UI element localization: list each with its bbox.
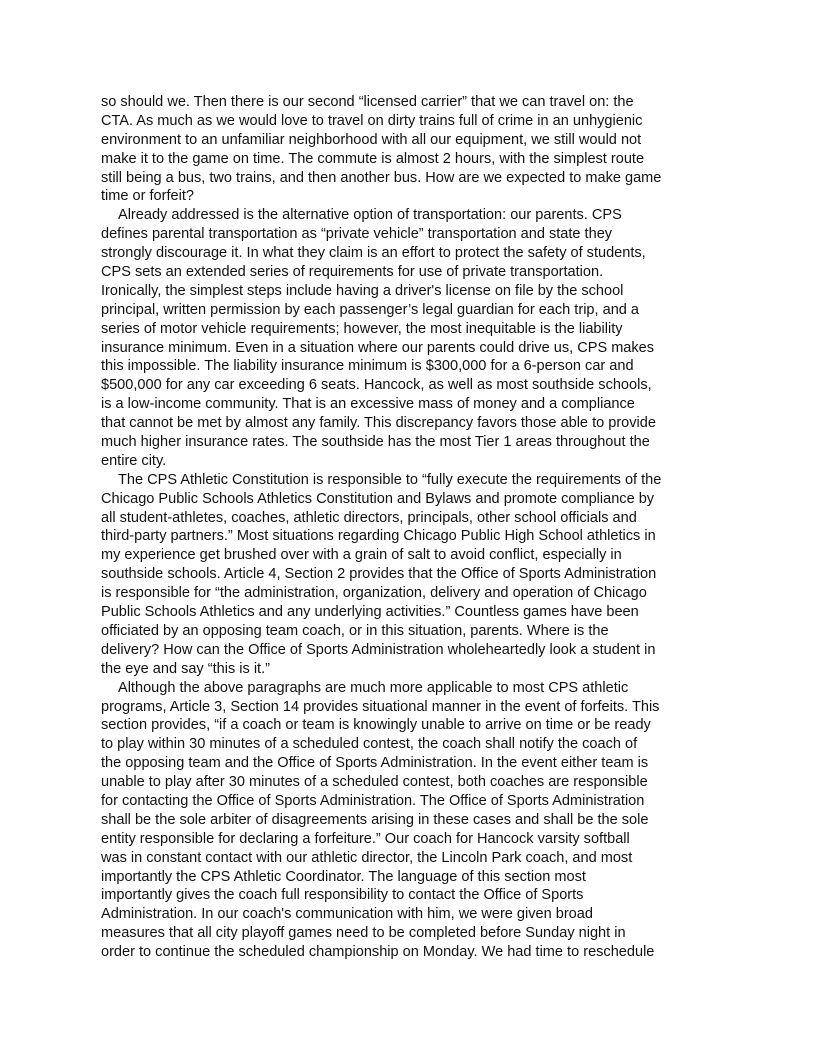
text-line: delivery? How can the Office of Sports Administration wholeheartedly look a student in [101,641,656,658]
text-line: officiated by an opposing team coach, or in this situation, parents. Where is the [101,622,609,639]
text-line: to play within 30 minutes of a scheduled contest, the coach shall notify the coach of [101,736,638,753]
text-line: time or forfeit? [101,188,194,205]
text-line: Already addressed is the alternative option of transportation: our parents. CPS [118,207,622,224]
text-line: unable to play after 30 minutes of a scheduled contest, both coaches are responsible [101,774,648,791]
paragraph [101,471,729,679]
text-line: section provides, “if a coach or team is knowingly unable to arrive on time or be ready [101,717,651,734]
text-line: all student-athletes, coaches, athletic directors, principals, other school officials and [101,509,637,526]
text-line: shall be the sole arbiter of disagreements arising in these cases and shall be the sole [101,811,649,828]
text-line: CPS sets an extended series of requirements for use of private transportation. [101,264,604,281]
text-line: the opposing team and the Office of Sports Administration. In the event either team is [101,755,649,772]
text-line: much higher insurance rates. The southside has the most Tier 1 areas throughout the [101,434,650,451]
text-line: Chicago Public Schools Athletics Constitution and Bylaws and promote compliance by [101,490,655,507]
text-line: principal, written permission by each passenger’s legal guardian for each trip, and a [101,301,640,318]
text-line: my experience get brushed over with a grain of salt to avoid conflict, especially in [101,547,622,564]
text-line: is responsible for “the administration, organization, delivery and operation of Chicago [101,585,647,602]
text-line: importantly gives the coach full responsibility to contact the Office of Sports [101,887,584,904]
paragraph [101,679,729,962]
paragraph [101,206,729,470]
text-line: measures that all city playoff games need to be completed before Sunday night in [101,925,626,942]
text-line: that cannot be met by almost any family. This discrepancy favors those able to provide [101,415,656,432]
text-line: entity responsible for declaring a forfeiture.” Our coach for Hancock varsity softball [101,830,630,847]
text-line: Public Schools Athletics and any underlying activities.” Countless games have been [101,604,639,621]
text-line: Ironically, the simplest steps include having a driver's license on file by the school [101,282,624,299]
paragraph [101,93,729,206]
text-line: importantly the CPS Athletic Coordinator. The language of this section most [101,868,586,885]
text-line: southside schools. Article 4, Section 2 provides that the Office of Sports Administration [101,566,657,583]
text-line: this impossible. The liability insurance minimum is $300,000 for a 6-person car and [101,358,634,375]
text-line: so should we. Then there is our second “licensed carrier” that we can travel on: the [101,94,634,110]
text-line: was in constant contact with our athletic director, the Lincoln Park coach, and most [101,849,633,866]
text-line: programs, Article 3, Section 14 provides situational manner in the event of forfeits. This [101,698,660,715]
text-line: third-party partners.” Most situations regarding Chicago Public High School athletics in [101,528,656,545]
text-line: still being a bus, two trains, and then another bus. How are we expected to make game [101,169,662,186]
text-line: Although the above paragraphs are much more applicable to most CPS athletic [118,679,629,696]
text-line: series of motor vehicle requirements; however, the most inequitable is the liability [101,320,623,337]
text-line: $500,000 for any car exceeding 6 seats. Hancock, as well as most southside schools, [101,377,652,394]
text-line: for contacting the Office of Sports Administration. The Office of Sports Administration [101,792,645,809]
text-line: CTA. As much as we would love to travel on dirty trains full of crime in an unhygienic [101,112,643,129]
text-line: Administration. In our coach's communication with him, we were given broad [101,906,593,923]
text-line: insurance minimum. Even in a situation where our parents could drive us, CPS makes [101,339,655,356]
text-line: is a low-income community. That is an excessive mass of money and a compliance [101,396,635,413]
text-line: make it to the game on time. The commute is almost 2 hours, with the simplest route [101,150,645,167]
text-line: order to continue the scheduled championship on Monday. We had time to reschedule [101,944,655,961]
document-body [101,93,729,962]
text-line: strongly discourage it. In what they claim is an effort to protect the safety of students, [101,245,646,262]
text-line: The CPS Athletic Constitution is responsible to “fully execute the requirements of the [118,471,662,488]
text-line: the eye and say “this is it.” [101,660,270,677]
text-line: environment to an unfamiliar neighborhood with all our equipment, we still would not [101,131,642,148]
text-line: defines parental transportation as “private vehicle” transportation and state they [101,226,613,243]
text-line: entire city. [101,452,167,469]
